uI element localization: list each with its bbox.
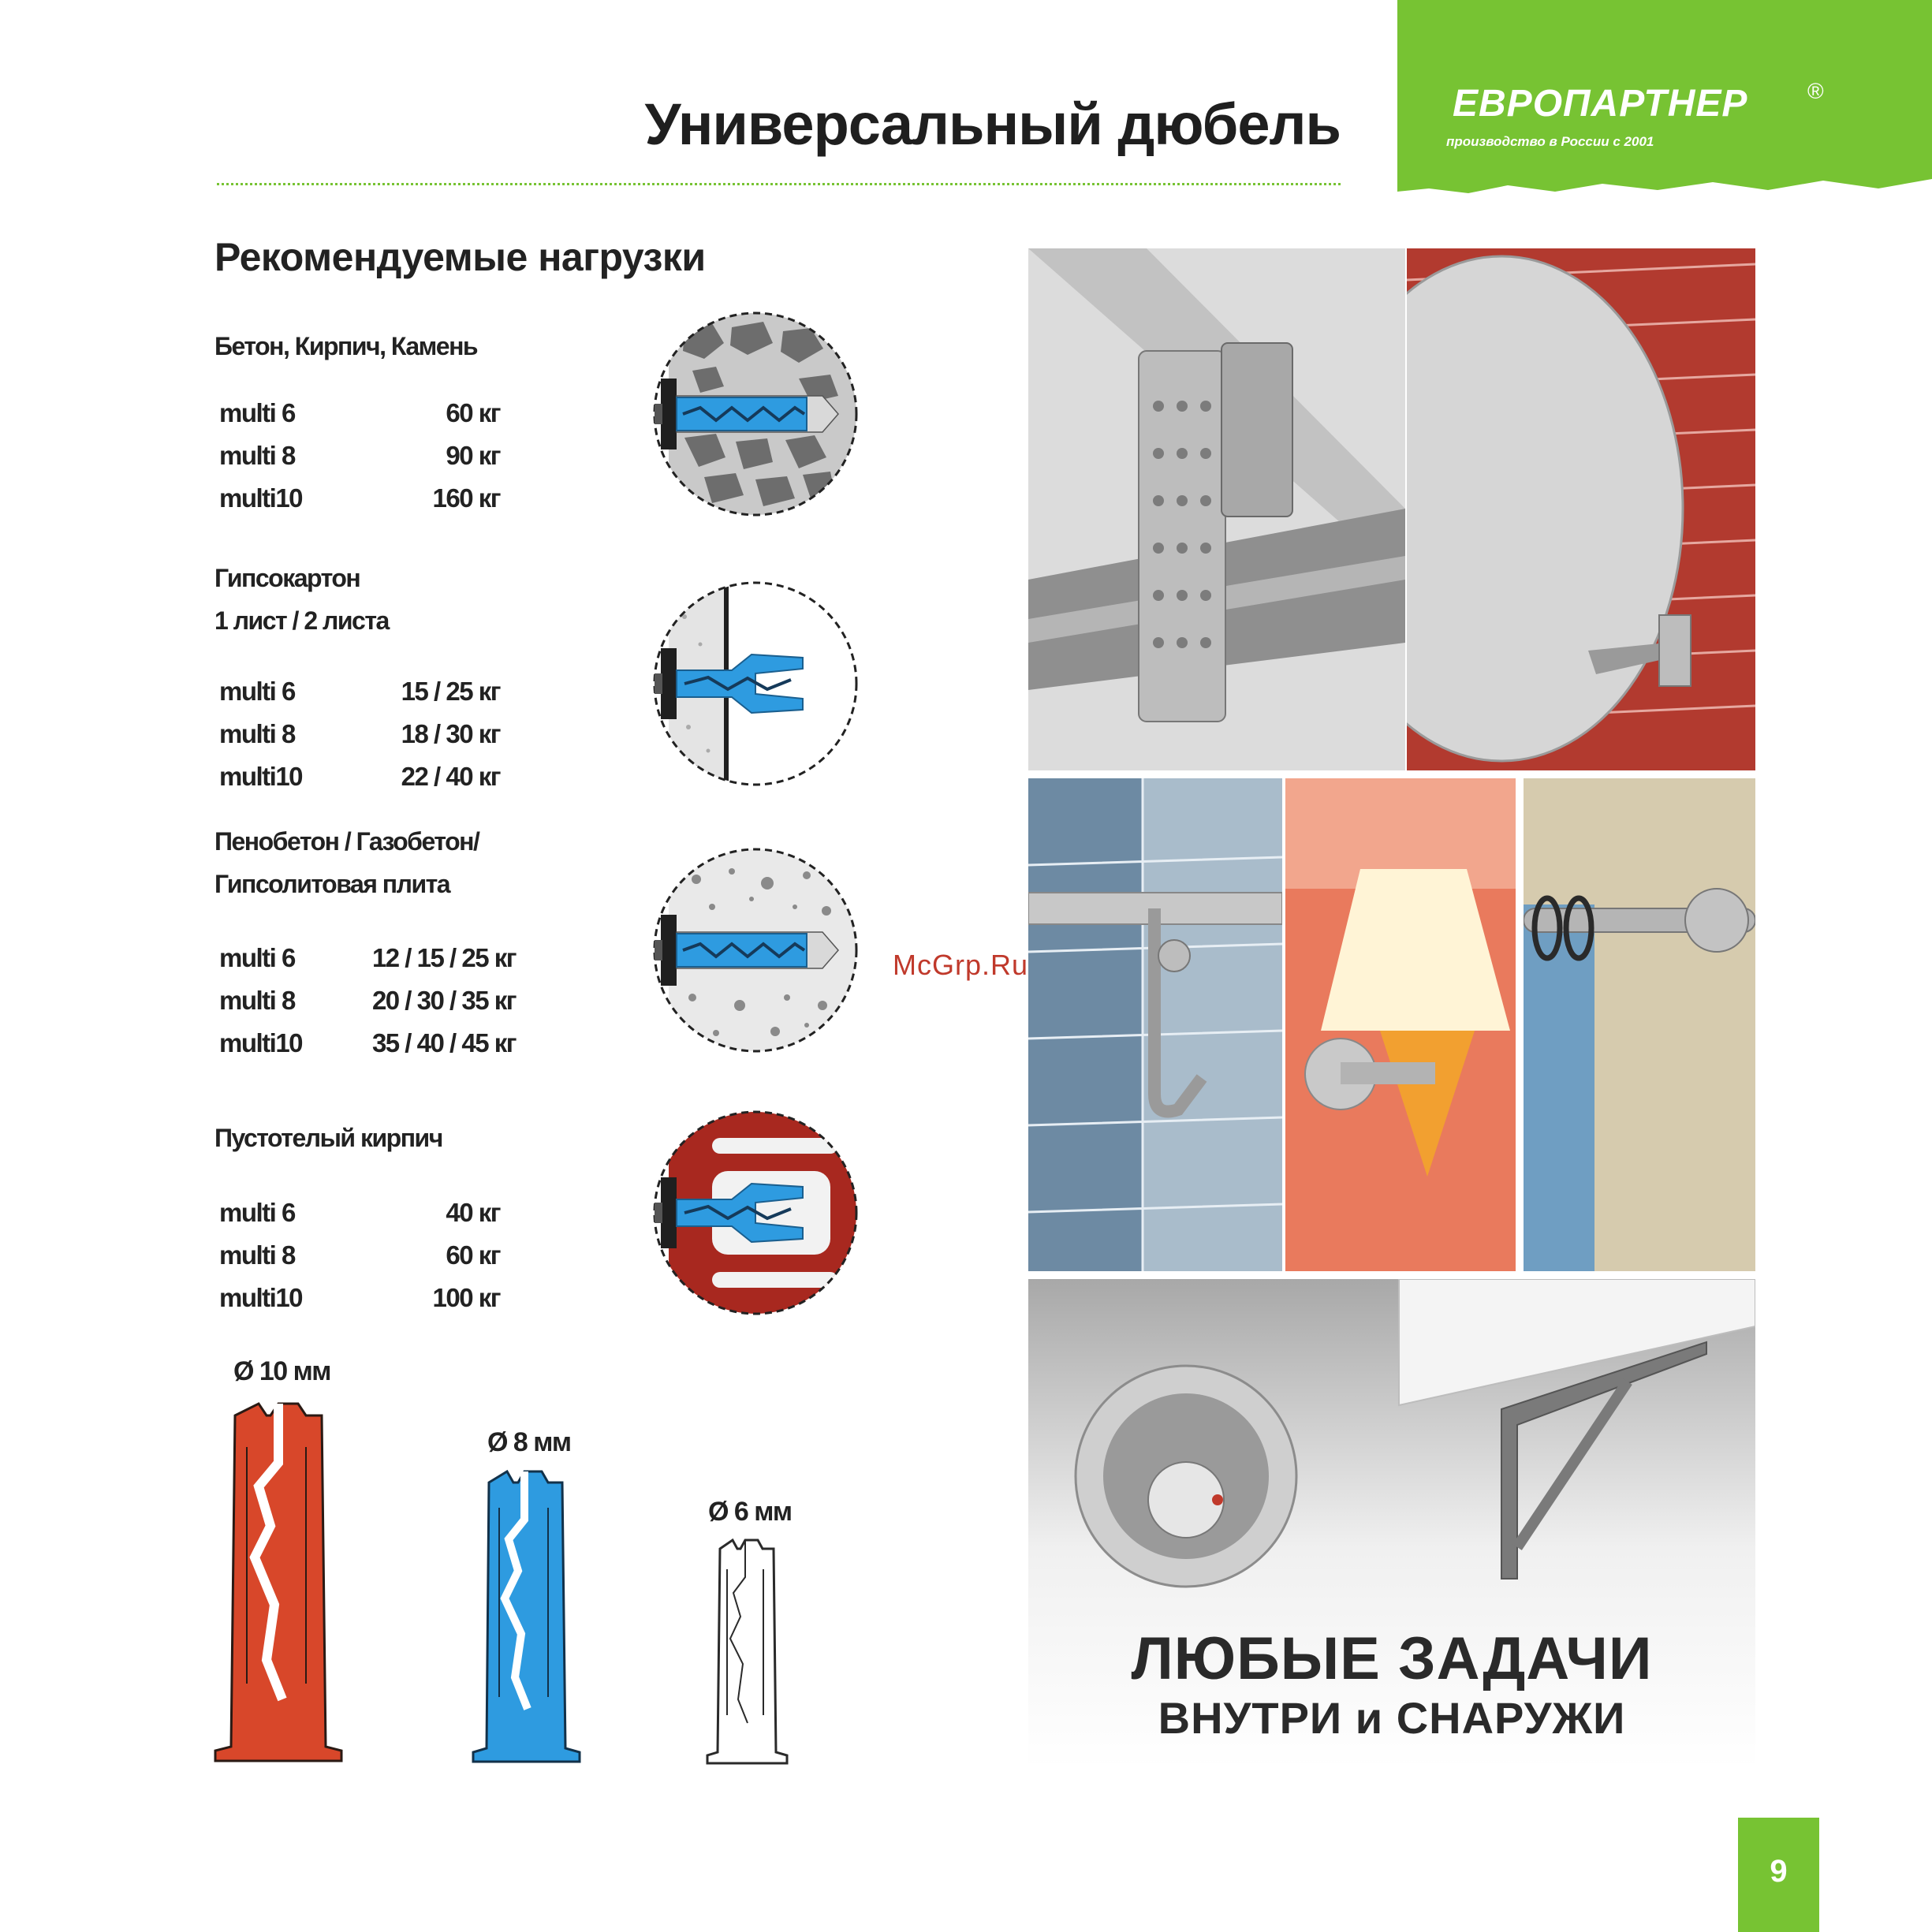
wall-lamp-illustration: [1285, 778, 1516, 1271]
material-heading-line: 1 лист / 2 листа: [214, 606, 389, 635]
dowel-8-label: Ø 8 мм: [487, 1427, 571, 1457]
load-row: [219, 670, 535, 713]
load-row: [219, 477, 535, 520]
material-heading-line: Бетон, Кирпич, Камень: [214, 332, 478, 360]
load-model: multi10: [219, 762, 303, 791]
load-value: 160 кг: [432, 483, 500, 513]
foam-concrete-dowel-diagram: [637, 836, 874, 1065]
profile-bracket-illustration: [1028, 248, 1405, 770]
load-model: multi 8: [219, 441, 295, 470]
section-title: Рекомендуемые нагрузки: [214, 235, 706, 279]
hollow-brick-dowel-diagram: [637, 1098, 874, 1327]
load-row: [219, 755, 535, 798]
dowel-8mm-figure: [469, 1468, 587, 1764]
dowel-6mm-figure: [704, 1538, 793, 1766]
material-heading-line: Гипсолитовая плита: [214, 870, 450, 898]
material-heading-line: Гипсокартон: [214, 564, 360, 592]
material-heading-foam-concrete: [214, 820, 479, 905]
load-row: [219, 435, 535, 477]
load-value: 18 / 30 кг: [401, 719, 500, 748]
satellite-dish-illustration: [1407, 248, 1755, 770]
dowel-10-label: Ø 10 мм: [233, 1356, 330, 1386]
watermark: McGrp.Ru: [893, 949, 1029, 981]
load-value: 35 / 40 / 45 кг: [371, 1028, 516, 1057]
slogan-line-2: ВНУТРИ и СНАРУЖИ: [1158, 1693, 1626, 1743]
load-model: multi10: [219, 1028, 303, 1057]
material-heading-drywall: [214, 557, 389, 642]
curtain-rod-illustration: [1524, 778, 1755, 1271]
load-value: 100 кг: [432, 1283, 500, 1312]
material-heading-line: Пустотелый кирпич: [214, 1124, 442, 1152]
load-model: multi 6: [219, 943, 295, 972]
brand-registered-mark: ®: [1807, 79, 1824, 103]
load-value: 60 кг: [446, 398, 500, 427]
load-model: multi10: [219, 483, 303, 513]
dowel-6-label: Ø 6 мм: [708, 1497, 792, 1527]
load-row: [219, 713, 535, 755]
slogan-line-1: ЛЮБЫЕ ЗАДАЧИ: [1131, 1625, 1653, 1692]
load-row: [219, 979, 535, 1022]
page-title: Универсальный дюбель: [644, 91, 1341, 157]
concrete-dowel-diagram: [637, 300, 874, 528]
load-row: [219, 1234, 535, 1277]
material-heading-hollow-brick: [214, 1117, 442, 1159]
material-heading-concrete: [214, 325, 477, 367]
load-value: 60 кг: [446, 1240, 500, 1270]
tile-hook-illustration: [1028, 778, 1282, 1271]
load-model: multi 8: [219, 1240, 295, 1270]
load-model: multi 6: [219, 1198, 295, 1227]
load-value: 90 кг: [446, 441, 500, 470]
brand-tagline: производство в России с 2001: [1446, 134, 1654, 149]
brand-tab: [1397, 0, 1932, 197]
drywall-dowel-diagram: [637, 569, 874, 798]
page-number: 9: [1770, 1854, 1788, 1889]
load-value: 15 / 25 кг: [401, 677, 500, 706]
page-number-tab: [1738, 1818, 1819, 1932]
torn-edge: [1397, 174, 1932, 198]
material-heading-line: Пенобетон / Газобетон/: [214, 827, 479, 856]
load-row: [219, 1192, 535, 1234]
brand-name: ЕВРОПАРТНЕР: [1453, 83, 1748, 125]
load-value: 12 / 15 / 25 кг: [371, 943, 516, 972]
load-value: 20 / 30 / 35 кг: [371, 986, 516, 1015]
load-value: 22 / 40 кг: [401, 762, 500, 791]
dowel-10mm-figure: [211, 1400, 353, 1762]
load-model: multi 8: [219, 719, 295, 748]
load-row: [219, 1277, 535, 1319]
title-divider: [217, 183, 1341, 185]
load-model: multi 6: [219, 398, 295, 427]
load-row: [219, 1022, 535, 1065]
load-model: multi10: [219, 1283, 303, 1312]
load-row: [219, 392, 535, 435]
load-model: multi 8: [219, 986, 295, 1015]
load-value: 40 кг: [446, 1198, 500, 1227]
load-row: [219, 937, 535, 979]
load-model: multi 6: [219, 677, 295, 706]
